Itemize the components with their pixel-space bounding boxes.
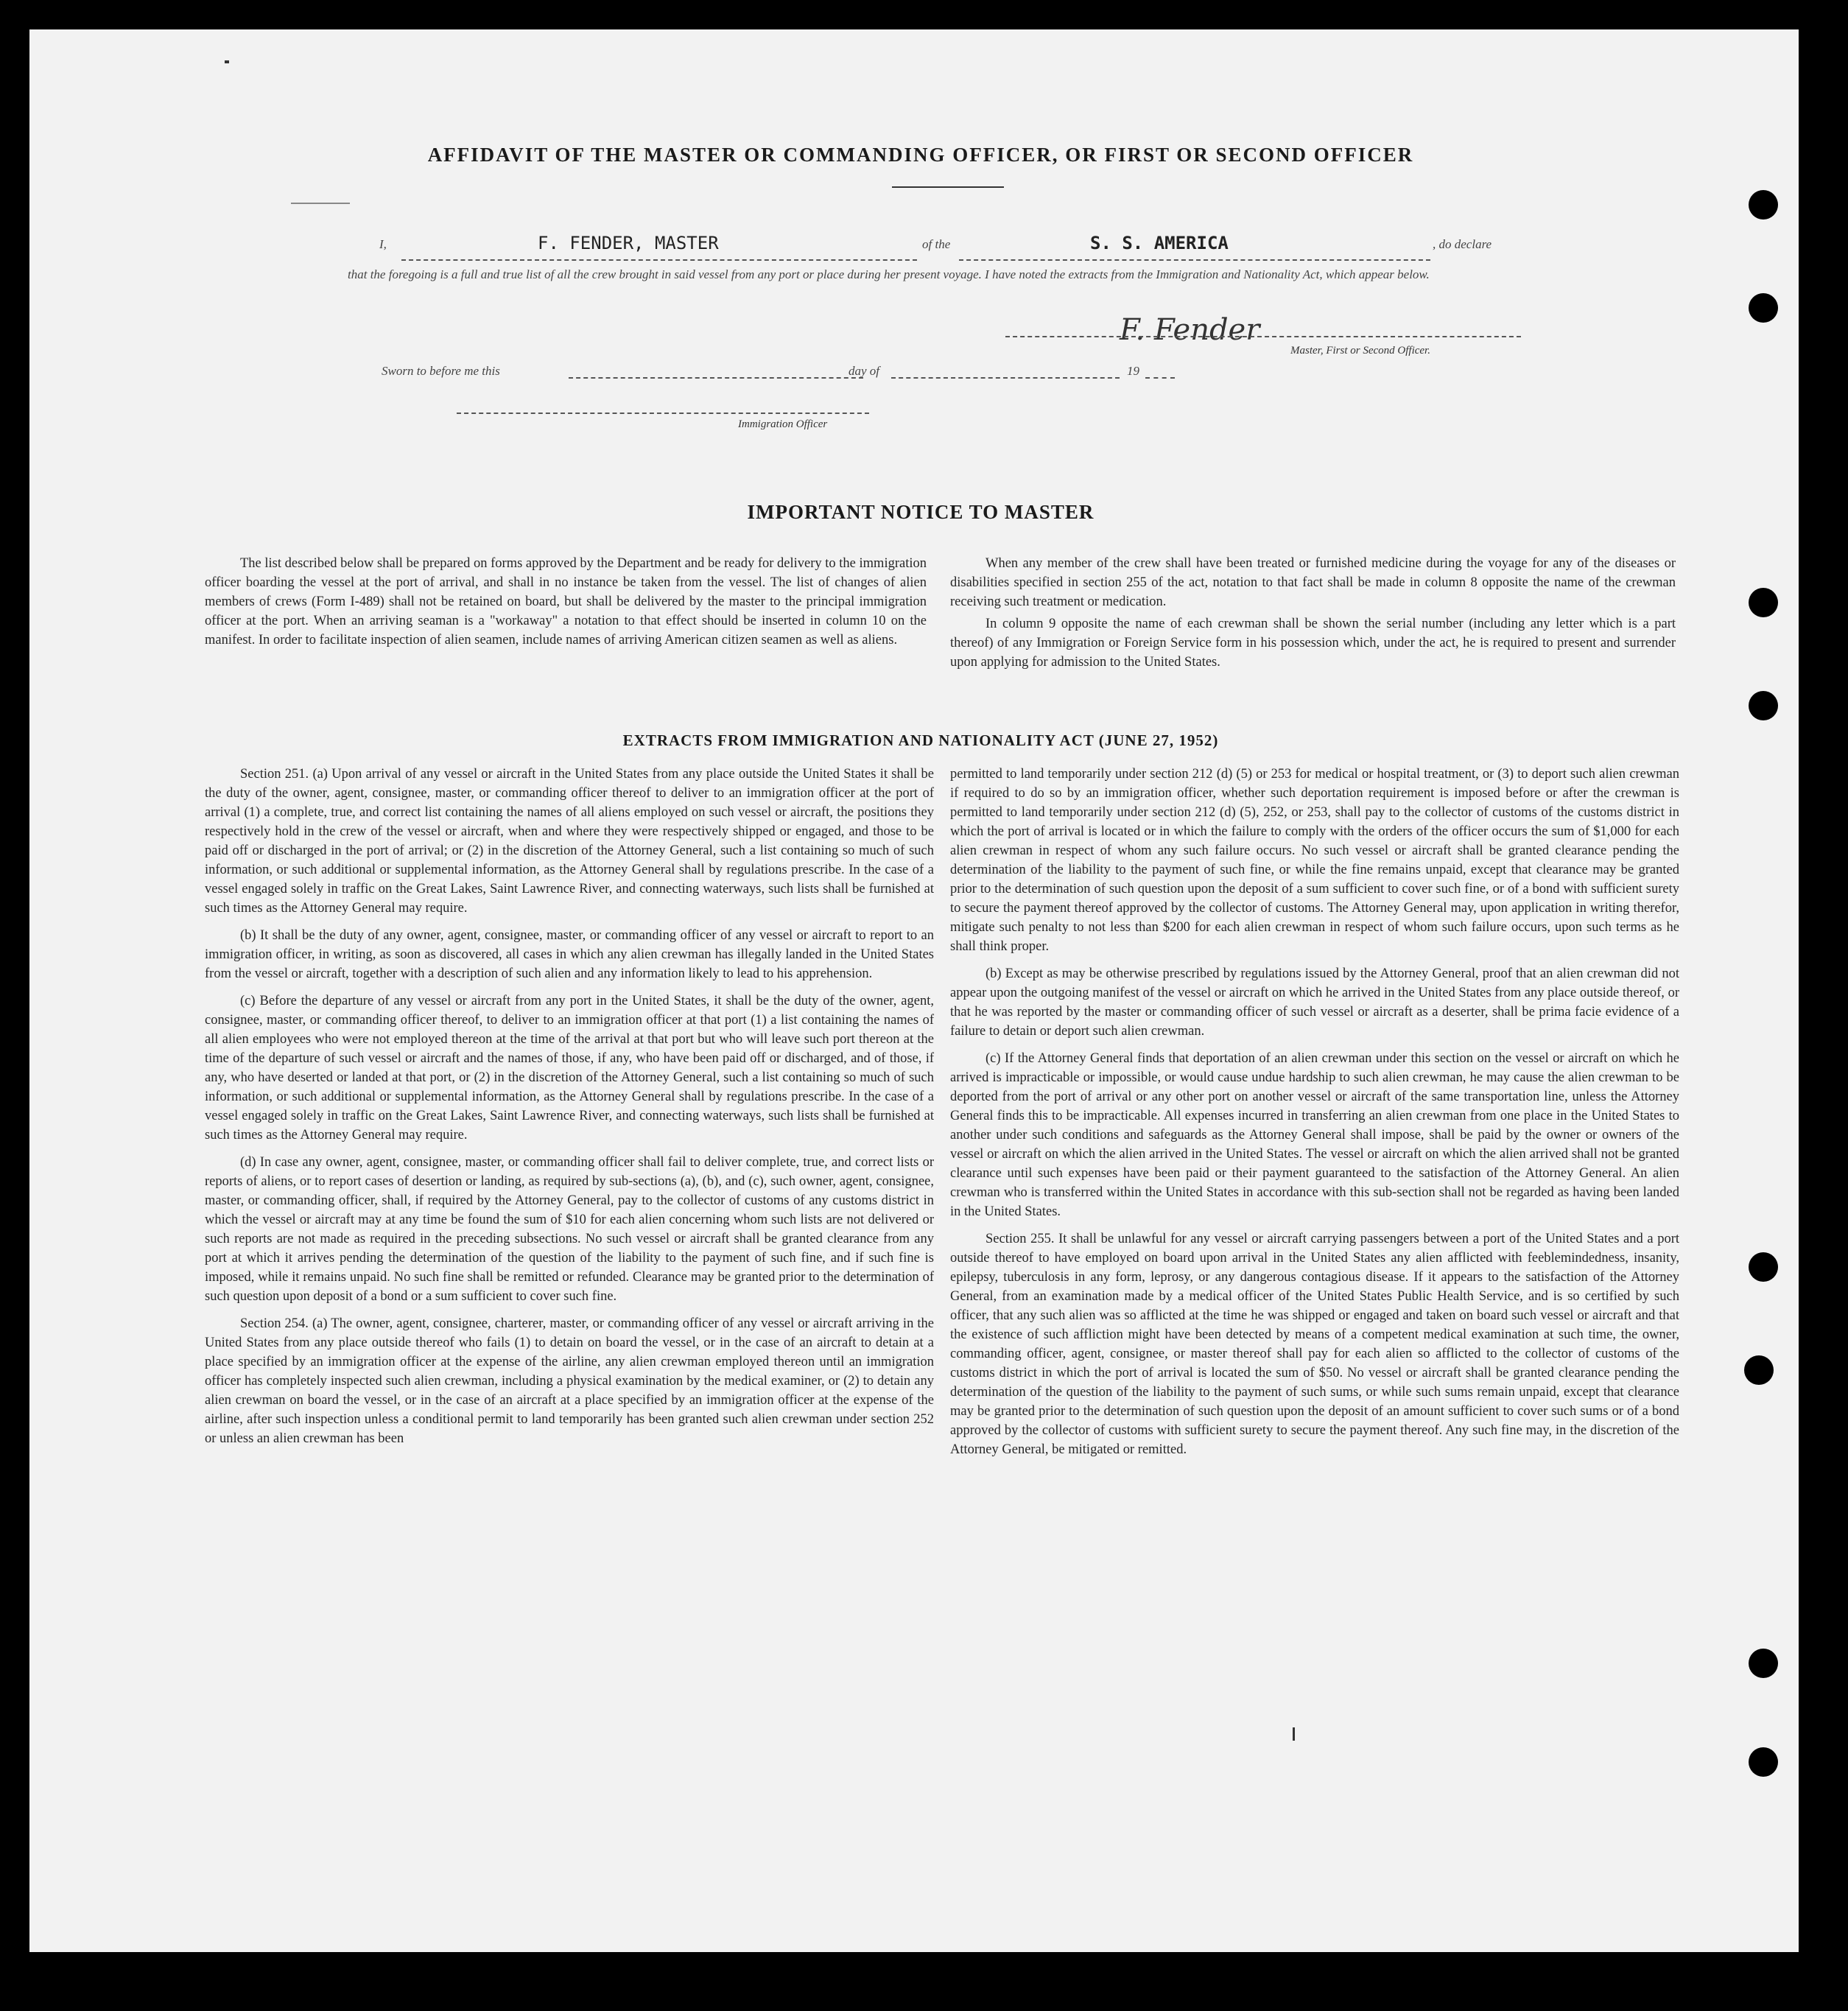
section-254-c: (c) If the Attorney General finds that deportation of an alien crewman under this section on the vessel or aircraft on which he arrived is impracticable or impossible, or would cause undue hardship to such alien crewman, he may cause the alien crewman to be deported from the port of arrival or any other port on another vessel or aircraft of the same transportation line, unless the Attorney General finds this to be impracticable. All expenses incurred in transferring an alien crewman from one place in the United States to another under such conditions and safeguards as the Attorney General shall impose, shall be paid by the owner or owners of the vessel or aircraft on which the alien arrived in the United States. The vessel or aircraft on which the alien arrived shall not be granted clearance until such expenses have been paid or their payment guaranteed to the satisfaction of the Attorney General. An alien crewman who is transferred within the United States in accordance with this sub-section shall not be regarded as having been landed in the United States. [950, 1051, 1679, 1219]
of-the-label: of the [922, 237, 951, 251]
year-line [1145, 377, 1175, 379]
section-251-b: (b) It shall be the duty of any owner, agent, consignee, master, or commanding officer of any vessel or aircraft to report to an immigration officer, in writing, as soon as discovered, all cases in which any alien crewman has illegally landed in the United States from the vessel or aircraft, together with a description of such alien and any information likely to lead to his apprehension. [205, 928, 934, 981]
sworn-date-line [569, 377, 863, 379]
document-page [29, 29, 1799, 1952]
affidavit-title: AFFIDAVIT OF THE MASTER OR COMMANDING OFFICER, OR FIRST OR SECOND OFFICER [427, 144, 1414, 166]
master-name: F. FENDER, MASTER [538, 233, 719, 253]
punch-hole [1749, 691, 1778, 720]
punch-hole [1749, 1649, 1778, 1678]
margin-mark [291, 203, 350, 204]
signature: F. Fender [1120, 313, 1260, 347]
extracts-title: EXTRACTS FROM IMMIGRATION AND NATIONALITY ACT (JUNE 27, 1952) [622, 731, 1219, 749]
vessel-line [959, 259, 1430, 261]
punch-hole [1749, 1252, 1778, 1282]
day-of-label: day of [849, 364, 880, 378]
punch-hole [1749, 293, 1778, 323]
notice-right-paragraph: In column 9 opposite the name of each crewman shall be shown the serial number (including any letter which is a part thereof) of any Immigration or Foreign Service form in his possession which, under the act, he is required to present and surrender upon applying for admission to the United States. [950, 617, 1676, 670]
punch-hole [1749, 1747, 1778, 1777]
extracts-left-column [205, 765, 934, 1456]
punch-hole [1744, 1355, 1774, 1385]
signature-line [1005, 336, 1521, 337]
section-255: Section 255. It shall be unlawful for any vessel or aircraft carrying passengers between a port of the United States and a port outside thereof to have employed on board upon arrival in the United States any alien afflicted with feeblemindedness, insanity, epilepsy, tuberculosis in any form, leprosy, or any dangerous contagious disease. If it appears to the satisfaction of the Attorney General, from an examination made by a medical officer of the United States Public Health Service, and is so certified by such officer, that any such alien was so afflicted at the time he was shipped or engaged and taken on board such vessel or aircraft and that the existence of such affliction might have been detected by means of a competent medical examination at such time, the owner, commanding officer, agent, consignee, or master thereof shall pay for each alien so afflicted to the collector of customs of the customs district in which the port of arrival is located the sum of $50. No vessel or aircraft shall be granted clearance pending the determination of the question of the liability to the payment of such sums, or while such sums remain unpaid, except that clearance may be granted prior to the determination of such question upon the deposit of an amount sufficient to cover such sums or of a bond approved by the collector of customs with sufficient surety to secure the payment thereof. Any such fine may, in the discretion of the Attorney General, be mitigated or remitted. [950, 1232, 1679, 1457]
notice-left-paragraph: The list described below shall be prepared on forms approved by the Department and be ready for delivery to the immigration officer boarding the vessel at the port of arrival, and shall in no instance be taken from the vessel. The list of changes of alien members of crews (Form I-489) shall not be retained on board, but shall be delivered by the master to the principal immigration officer at the port. When an arriving seaman is a "workaway" a notation to that effect should be inserted in column 10 on the manifest. In order to facilitate inspection of alien seamen, include names of arriving American citizen seamen as well as aliens. [205, 556, 927, 647]
scan-mark [225, 60, 229, 63]
year-label: 19 [1127, 364, 1139, 378]
section-251-c: (c) Before the departure of any vessel or aircraft from any port in the United States, it shall be the duty of the owner, agent, consignee, master, or commanding officer thereof, to deliver to an immigration officer at that port (1) a list containing the names of all alien employees who were not employed thereon at the time of the arrival at that port but who will leave such port thereon at the time of the departure of such vessel or aircraft and the names of those, if any, who have been paid off or discharged, and of those, if any, who have deserted or landed at that port, or (2) in the discretion of the Attorney General, such a list containing so much of such information, or such additional or supplemental information, as the Attorney General shall by regulations prescribe. In the case of a vessel engaged solely in traffic on the Great Lakes, Saint Lawrence River, and connecting waterways, such lists shall be furnished at such times as the Attorney General may require. [205, 994, 934, 1143]
do-declare-label: , do declare [1433, 237, 1492, 251]
punch-hole [1749, 588, 1778, 617]
section-254-a-continued: permitted to land temporarily under section 212 (d) (5) or 253 for medical or hospital treatment, or (3) to deport such alien crewman if required to do so by an immigration officer, whether such deportation requirement is imposed before or after the crewman is permitted to land temporarily under section 212 (d) (5), 252, or 253, shall pay to the collector of customs of the customs district in which the port of arrival is located or in which the failure to comply with the orders of the officer occurs the sum of $1,000 for each alien crewman in respect of whom any such failure occurs. No such vessel or aircraft shall be granted clearance pending the determination of the liability to the payment of such fine, or while the fine remains unpaid, except that clearance may be granted prior to the determination of such question upon the deposit of a sum sufficient to cover such fine, or of a bond with sufficient surety to secure the payment thereof approved by the collector of customs. The Attorney General may, upon application in writing therefor, mitigate such penalty to not less than $200 for each alien crewman in respect of whom such failure occurs, upon such terms as he shall think proper. [950, 767, 1679, 954]
officer-caption: Immigration Officer [738, 418, 828, 430]
title-rule [892, 186, 1004, 188]
vessel-name: S. S. AMERICA [1090, 233, 1229, 253]
officer-line [457, 413, 869, 414]
name-line [401, 259, 917, 261]
extracts-right-column [950, 765, 1679, 1467]
scan-mark [1293, 1727, 1295, 1741]
signature-caption: Master, First or Second Officer. [1290, 345, 1430, 357]
notice-title: IMPORTANT NOTICE TO MASTER [747, 501, 1095, 523]
section-254-a: Section 254. (a) The owner, agent, consignee, charterer, master, or commanding officer of any vessel or aircraft arriving in the United States from any place outside thereof who fails (1) to detain on board the vessel, or in the case of an aircraft to detain at a place specified by an immigration officer at the expense of the airline, any alien crewman employed thereon until an immigration officer has completely inspected such alien crewman, including a physical examination by the medical examiner, or (2) to detain any alien crewman on board the vessel, or in the case of an aircraft at a place specified by an immigration officer at the expense of the airline, after such inspection unless a conditional permit to land temporarily has been granted such alien crewman under section 252 or unless an alien crewman has been [205, 1316, 934, 1446]
punch-hole [1749, 190, 1778, 220]
declaration-statement: that the foregoing is a full and true list of all the crew brought in said vessel from any port or place during her present voyage. I have noted the extracts from the Immigration and Nationality Act, which appear below. [348, 267, 1430, 281]
declaration-i-label: I, [379, 237, 387, 251]
month-line [891, 377, 1120, 379]
notice-right-column [950, 554, 1676, 680]
notice-left-column [205, 554, 927, 658]
section-251-d: (d) In case any owner, agent, consignee, master, or commanding officer shall fail to deliver complete, true, and correct lists or reports of aliens, or to report cases of desertion or landing, as required by sub-sections (a), (b), and (c), such owner, agent, consignee, master, or commanding officer, shall, if required by the Attorney General, pay to the collector of customs of any customs district in which the vessel or aircraft may at any time be found the sum of $10 for each alien concerning whom such lists are not delivered or such reports are not made as required in the preceding subsections. No such vessel or aircraft shall be granted clearance from any port at which it arrives pending the determination of the question of the liability to the payment of such fine, and if such fine is imposed, while it remains unpaid. No such fine shall be remitted or refunded. Clearance may be granted prior to the determination of such question upon deposit of a bond or a sum sufficient to cover such fine. [205, 1155, 934, 1304]
notice-right-paragraph: When any member of the crew shall have been treated or furnished medicine during the voyage for any of the diseases or disabilities specified in section 255 of the act, notation to that fact shall be made in column 8 opposite the name of the crewman receiving such treatment or medication. [950, 556, 1676, 609]
section-251-a: Section 251. (a) Upon arrival of any vessel or aircraft in the United States from any place outside the United States it shall be the duty of the owner, agent, consignee, master, or commanding officer thereof to deliver to an immigration officer at the port of arrival (1) a complete, true, and correct list containing the names of all aliens employed on such vessel or aircraft, the positions they respectively hold in the crew of the vessel or aircraft, when and where they were respectively shipped or engaged, and those to be paid off or discharged in the port of arrival; or (2) in the discretion of the Attorney General, such a list containing so much of such information, or such additional or supplemental information, as the Attorney General shall by regulations prescribe. In the case of a vessel engaged solely in traffic on the Great Lakes, Saint Lawrence River, and connecting waterways, such lists shall be furnished at such times as the Attorney General may require. [205, 767, 934, 916]
section-254-b: (b) Except as may be otherwise prescribed by regulations issued by the Attorney General, proof that an alien crewman did not appear upon the outgoing manifest of the vessel or aircraft on which he arrived in the United States from any place outside thereof, or that he was reported by the master or commanding officer of such vessel or aircraft as a deserter, shall be prima facie evidence of a failure to detain or deport such alien crewman. [950, 966, 1679, 1039]
sworn-label: Sworn to before me this [382, 364, 500, 378]
